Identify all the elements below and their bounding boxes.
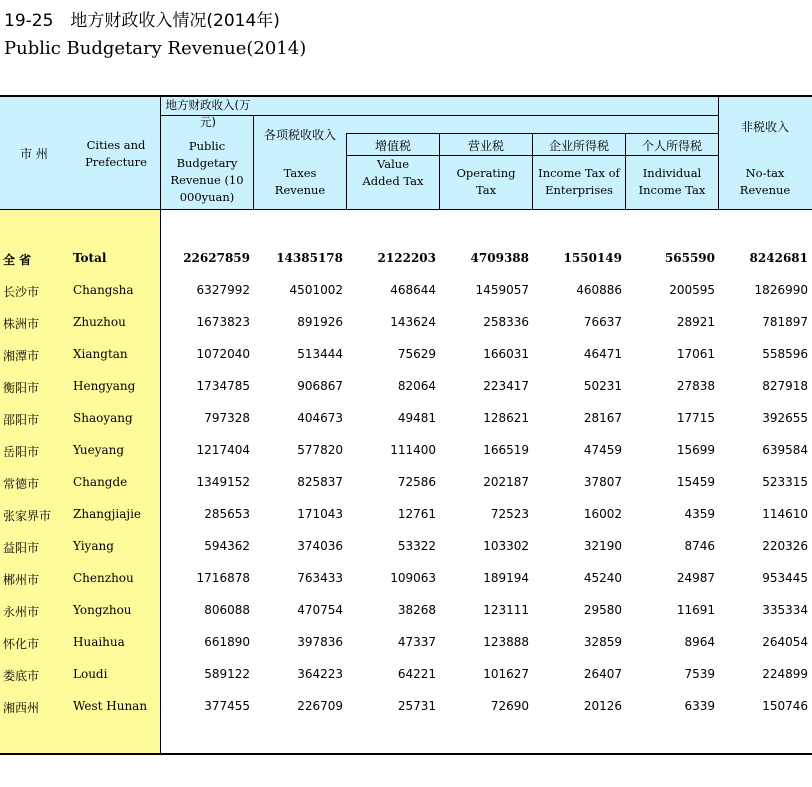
cell-value: 1826990 (754, 283, 808, 297)
cell-value: 7539 (684, 667, 715, 681)
cell-value: 639584 (762, 443, 808, 457)
cell-value: 392655 (762, 411, 808, 425)
cell-value: 827918 (762, 379, 808, 393)
table-top-rule (0, 95, 812, 97)
row-region-cn: 永州市 (3, 605, 40, 619)
cell-value: 47337 (397, 635, 436, 649)
row-region-cn: 湘潭市 (3, 349, 40, 363)
cell-value: 38268 (397, 603, 436, 617)
cell-value: 226709 (297, 699, 343, 713)
cell-value: 285653 (204, 507, 250, 521)
cell-value: 75629 (397, 347, 436, 361)
row-region-en: Changde (73, 475, 128, 489)
cell-value: 6327992 (196, 283, 250, 297)
row-region-en: Changsha (73, 283, 134, 297)
cell-value: 374036 (297, 539, 343, 553)
row-region-en: Chenzhou (73, 571, 134, 585)
row-region-en: Xiangtan (73, 347, 128, 361)
header-local-revenue-cn: 地方财政收入(万元) (165, 98, 251, 129)
cell-value: 25731 (397, 699, 436, 713)
cell-value: 8242681 (749, 251, 808, 265)
cell-value: 15459 (676, 475, 715, 489)
header-bottom-rule (0, 209, 812, 210)
cell-value: 377455 (204, 699, 250, 713)
cell-value: 37807 (583, 475, 622, 489)
row-region-cn: 娄底市 (3, 669, 40, 683)
header-enterprise-en: Income Tax of Enterprises (538, 166, 620, 197)
header-operating-cn: 营业税 (467, 139, 504, 153)
cell-value: 123111 (483, 603, 529, 617)
cell-value: 1716878 (196, 571, 250, 585)
cell-value: 17715 (676, 411, 715, 425)
column-divider (718, 96, 719, 210)
header-region-en: Cities and Prefecture (85, 138, 147, 169)
cell-value: 53322 (397, 539, 436, 553)
row-region-en: Zhuzhou (73, 315, 126, 329)
cell-value: 82064 (397, 379, 436, 393)
header-taxes-en: Taxes Revenue (274, 166, 326, 197)
cell-value: 4359 (684, 507, 715, 521)
row-region-en: Yiyang (73, 539, 114, 553)
cell-value: 46471 (583, 347, 622, 361)
cell-value: 364223 (297, 667, 343, 681)
header-vat-en: Value Added Tax (362, 157, 424, 188)
cell-value: 460886 (576, 283, 622, 297)
cell-value: 200595 (669, 283, 715, 297)
cell-value: 28167 (583, 411, 622, 425)
cell-value: 76637 (583, 315, 622, 329)
cell-value: 806088 (204, 603, 250, 617)
cell-value: 797328 (204, 411, 250, 425)
cell-value: 258336 (483, 315, 529, 329)
cell-value: 1673823 (196, 315, 250, 329)
cell-value: 29580 (583, 603, 622, 617)
header-local-revenue-en: Public Budgetary Revenue (10 000yuan) (170, 139, 244, 204)
row-region-en: Yongzhou (73, 603, 132, 617)
cell-value: 171043 (297, 507, 343, 521)
header-nontax-en: No-tax Revenue (739, 166, 791, 197)
row-region-en: Huaihua (73, 635, 125, 649)
cell-value: 8964 (684, 635, 715, 649)
row-region-cn: 湘西州 (3, 701, 40, 715)
cell-value: 128621 (483, 411, 529, 425)
cell-value: 224899 (762, 667, 808, 681)
row-region-cn: 长沙市 (3, 285, 40, 299)
cell-value: 565590 (664, 251, 715, 265)
row-region-cn: 郴州市 (3, 573, 40, 587)
cell-value: 397836 (297, 635, 343, 649)
cell-value: 47459 (583, 443, 622, 457)
cell-value: 404673 (297, 411, 343, 425)
header-individual-cn: 个人所得税 (641, 139, 702, 153)
cell-value: 72586 (397, 475, 436, 489)
cell-value: 111400 (390, 443, 436, 457)
cell-value: 763433 (297, 571, 343, 585)
cell-value: 166031 (483, 347, 529, 361)
cell-value: 4709388 (470, 251, 529, 265)
cell-value: 202187 (483, 475, 529, 489)
cell-value: 661890 (204, 635, 250, 649)
cell-value: 114610 (762, 507, 808, 521)
cell-value: 103302 (483, 539, 529, 553)
page-title-cn: 19-25 地方财政收入情况(2014年) (4, 11, 280, 31)
cell-value: 11691 (676, 603, 715, 617)
cell-value: 523315 (762, 475, 808, 489)
row-region-en: Yueyang (73, 443, 125, 457)
cell-value: 8746 (684, 539, 715, 553)
cell-value: 15699 (676, 443, 715, 457)
row-region-cn: 常德市 (3, 477, 40, 491)
cell-value: 64221 (397, 667, 436, 681)
row-region-en: West Hunan (73, 699, 148, 713)
cell-value: 50231 (583, 379, 622, 393)
cell-value: 45240 (583, 571, 622, 585)
header-vat-cn: 增值税 (374, 139, 411, 153)
cell-value: 589122 (204, 667, 250, 681)
cell-value: 16002 (583, 507, 622, 521)
header-operating-en: Operating Tax (456, 166, 516, 197)
column-divider (160, 96, 161, 754)
cell-value: 906867 (297, 379, 343, 393)
cell-value: 1459057 (475, 283, 529, 297)
cell-value: 953445 (762, 571, 808, 585)
cell-value: 166519 (483, 443, 529, 457)
cell-value: 1349152 (196, 475, 250, 489)
row-region-cn: 怀化市 (3, 637, 40, 651)
cell-value: 1734785 (196, 379, 250, 393)
cell-value: 335334 (762, 603, 808, 617)
cell-value: 264054 (762, 635, 808, 649)
row-region-cn: 岳阳市 (3, 445, 40, 459)
cell-value: 4501002 (289, 283, 343, 297)
cell-value: 781897 (762, 315, 808, 329)
cell-value: 101627 (483, 667, 529, 681)
cell-value: 24987 (676, 571, 715, 585)
table-bottom-rule (0, 753, 812, 755)
cell-value: 28921 (676, 315, 715, 329)
cell-value: 468644 (390, 283, 436, 297)
cell-value: 2122203 (377, 251, 436, 265)
cell-value: 17061 (676, 347, 715, 361)
cell-value: 1217404 (196, 443, 250, 457)
cell-value: 891926 (297, 315, 343, 329)
row-region-cn: 全 省 (3, 253, 32, 267)
cell-value: 825837 (297, 475, 343, 489)
cell-value: 189194 (483, 571, 529, 585)
cell-value: 143624 (390, 315, 436, 329)
row-region-cn: 益阳市 (3, 541, 40, 555)
cell-value: 594362 (204, 539, 250, 553)
header-nontax-cn: 非税收入 (740, 120, 789, 134)
cell-value: 12761 (397, 507, 436, 521)
cell-value: 32859 (583, 635, 622, 649)
header-region-cn: 市 州 (20, 147, 48, 161)
row-region-cn: 株洲市 (3, 317, 40, 331)
cell-value: 109063 (390, 571, 436, 585)
cell-value: 123888 (483, 635, 529, 649)
cell-value: 27838 (676, 379, 715, 393)
cell-value: 26407 (583, 667, 622, 681)
cell-value: 513444 (297, 347, 343, 361)
row-region-en: Shaoyang (73, 411, 133, 425)
cell-value: 558596 (762, 347, 808, 361)
cell-value: 1072040 (196, 347, 250, 361)
row-region-en: Hengyang (73, 379, 136, 393)
cell-value: 577820 (297, 443, 343, 457)
header-individual-en: Individual Income Tax (638, 166, 706, 197)
cell-value: 72690 (490, 699, 529, 713)
cell-value: 150746 (762, 699, 808, 713)
row-region-cn: 邵阳市 (3, 413, 40, 427)
row-region-cn: 张家界市 (3, 509, 52, 523)
cell-value: 22627859 (183, 251, 250, 265)
cell-value: 49481 (397, 411, 436, 425)
cell-value: 1550149 (563, 251, 622, 265)
header-enterprise-cn: 企业所得税 (548, 139, 609, 153)
row-region-en: Zhangjiajie (73, 507, 142, 521)
cell-value: 72523 (490, 507, 529, 521)
row-region-en: Total (73, 251, 107, 265)
cell-value: 220326 (762, 539, 808, 553)
cell-value: 20126 (583, 699, 622, 713)
cell-value: 14385178 (276, 251, 343, 265)
cell-value: 32190 (583, 539, 622, 553)
cell-value: 223417 (483, 379, 529, 393)
page-title-en: Public Budgetary Revenue(2014) (4, 38, 307, 59)
row-region-en: Loudi (73, 667, 108, 681)
cell-value: 470754 (297, 603, 343, 617)
row-region-cn: 衡阳市 (3, 381, 40, 395)
header-taxes-cn: 各项税收收入 (263, 128, 336, 142)
cell-value: 6339 (684, 699, 715, 713)
